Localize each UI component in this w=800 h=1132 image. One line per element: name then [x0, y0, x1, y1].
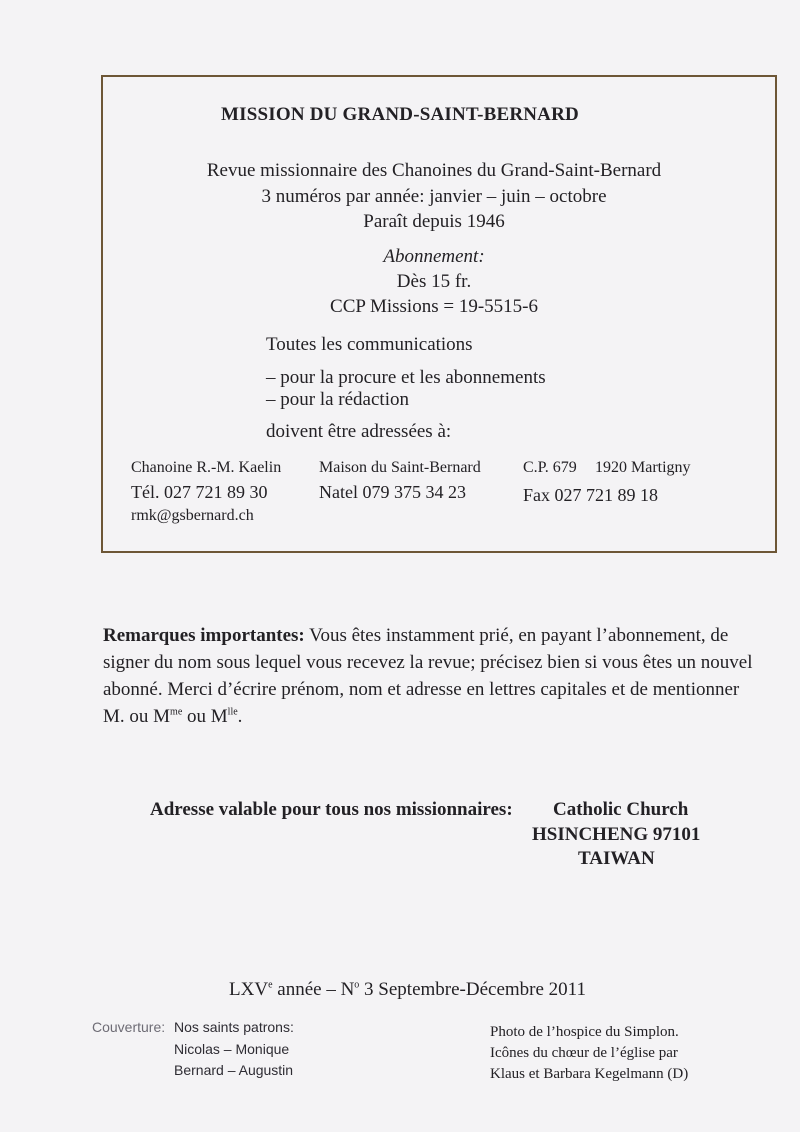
remarks-mlle-sup: lle [227, 706, 238, 718]
issue-e-sup: e [268, 979, 273, 991]
communications-item-procure: – pour la procure et les abonnements [266, 367, 546, 388]
page-title: MISSION DU GRAND-SAINT-BERNARD [221, 104, 579, 125]
remarks-label: Remarques importantes: [103, 625, 305, 646]
cover-line-2: Nicolas – Monique [174, 1041, 290, 1057]
cover-line-1: Nos saints patrons: [174, 1019, 294, 1035]
contact-email[interactable]: rmk@gsbernard.ch [131, 507, 254, 524]
contact-house: Maison du Saint-Bernard [319, 459, 481, 476]
communications-outro: doivent être adressées à: [266, 421, 452, 442]
communications-item-redaction: – pour la rédaction [266, 389, 409, 410]
photo-line-2: Icônes du chœur de l’église par [490, 1045, 678, 1061]
photo-line-1: Photo de l’hospice du Simplon. [490, 1024, 679, 1040]
contact-tel: Tél. 027 721 89 30 [131, 482, 268, 502]
remarks-mme-sup: me [170, 706, 183, 718]
missionaries-country: TAIWAN [578, 848, 655, 869]
subtitle: Revue missionnaire des Chanoines du Grand-Saint-Bernard [206, 160, 662, 181]
frequency-text: 3 numéros par année: janvier – juin – octobre [261, 186, 607, 207]
remarks-end: . [237, 706, 243, 727]
issue-annee: année – N [272, 979, 355, 1000]
issue-o-sup: o [354, 979, 360, 991]
ccp-account: CCP Missions = 19-5515-6 [330, 296, 538, 317]
issue-lxv: LXV [229, 979, 269, 1000]
photo-line-3: Klaus et Barbara Kegelmann (D) [490, 1066, 689, 1082]
missionaries-label: Adresse valable pour tous nos missionnaires: [150, 799, 513, 820]
contact-natel: Natel 079 375 34 23 [319, 482, 466, 502]
contact-name: Chanoine R.-M. Kaelin [131, 459, 282, 476]
since-text: Paraît depuis 1946 [363, 211, 505, 232]
cover-label: Couverture: [92, 1019, 166, 1035]
contact-fax: Fax 027 721 89 18 [523, 485, 658, 505]
missionaries-city: HSINCHENG 97101 [532, 824, 701, 845]
issue-rest: 3 Septembre-Décembre 2011 [359, 979, 586, 1000]
issue-line [229, 979, 586, 1001]
missionaries-church: Catholic Church [553, 799, 689, 820]
communications-intro: Toutes les communications [266, 334, 473, 355]
cover-line-3: Bernard – Augustin [174, 1062, 294, 1078]
remarks-ou: ou M [182, 706, 228, 727]
photo-credits [490, 1022, 688, 1085]
subscription-price: Dès 15 fr. [396, 271, 472, 292]
contact-postbox: C.P. 679 [523, 459, 577, 476]
remarks-text: Vous êtes instamment prié, en payant l’abonnement, de signer du nom sous lequel vous recevez la revue; précisez bien si vous êtes un nouvel abonné. Merci d’écrire prénom, nom et adresse en lettres capitales et de mentionner M. ou M [103, 625, 753, 727]
contact-city: 1920 Martigny [595, 459, 691, 476]
remarks-paragraph [103, 622, 753, 730]
subscription-label: Abonnement: [383, 246, 485, 267]
